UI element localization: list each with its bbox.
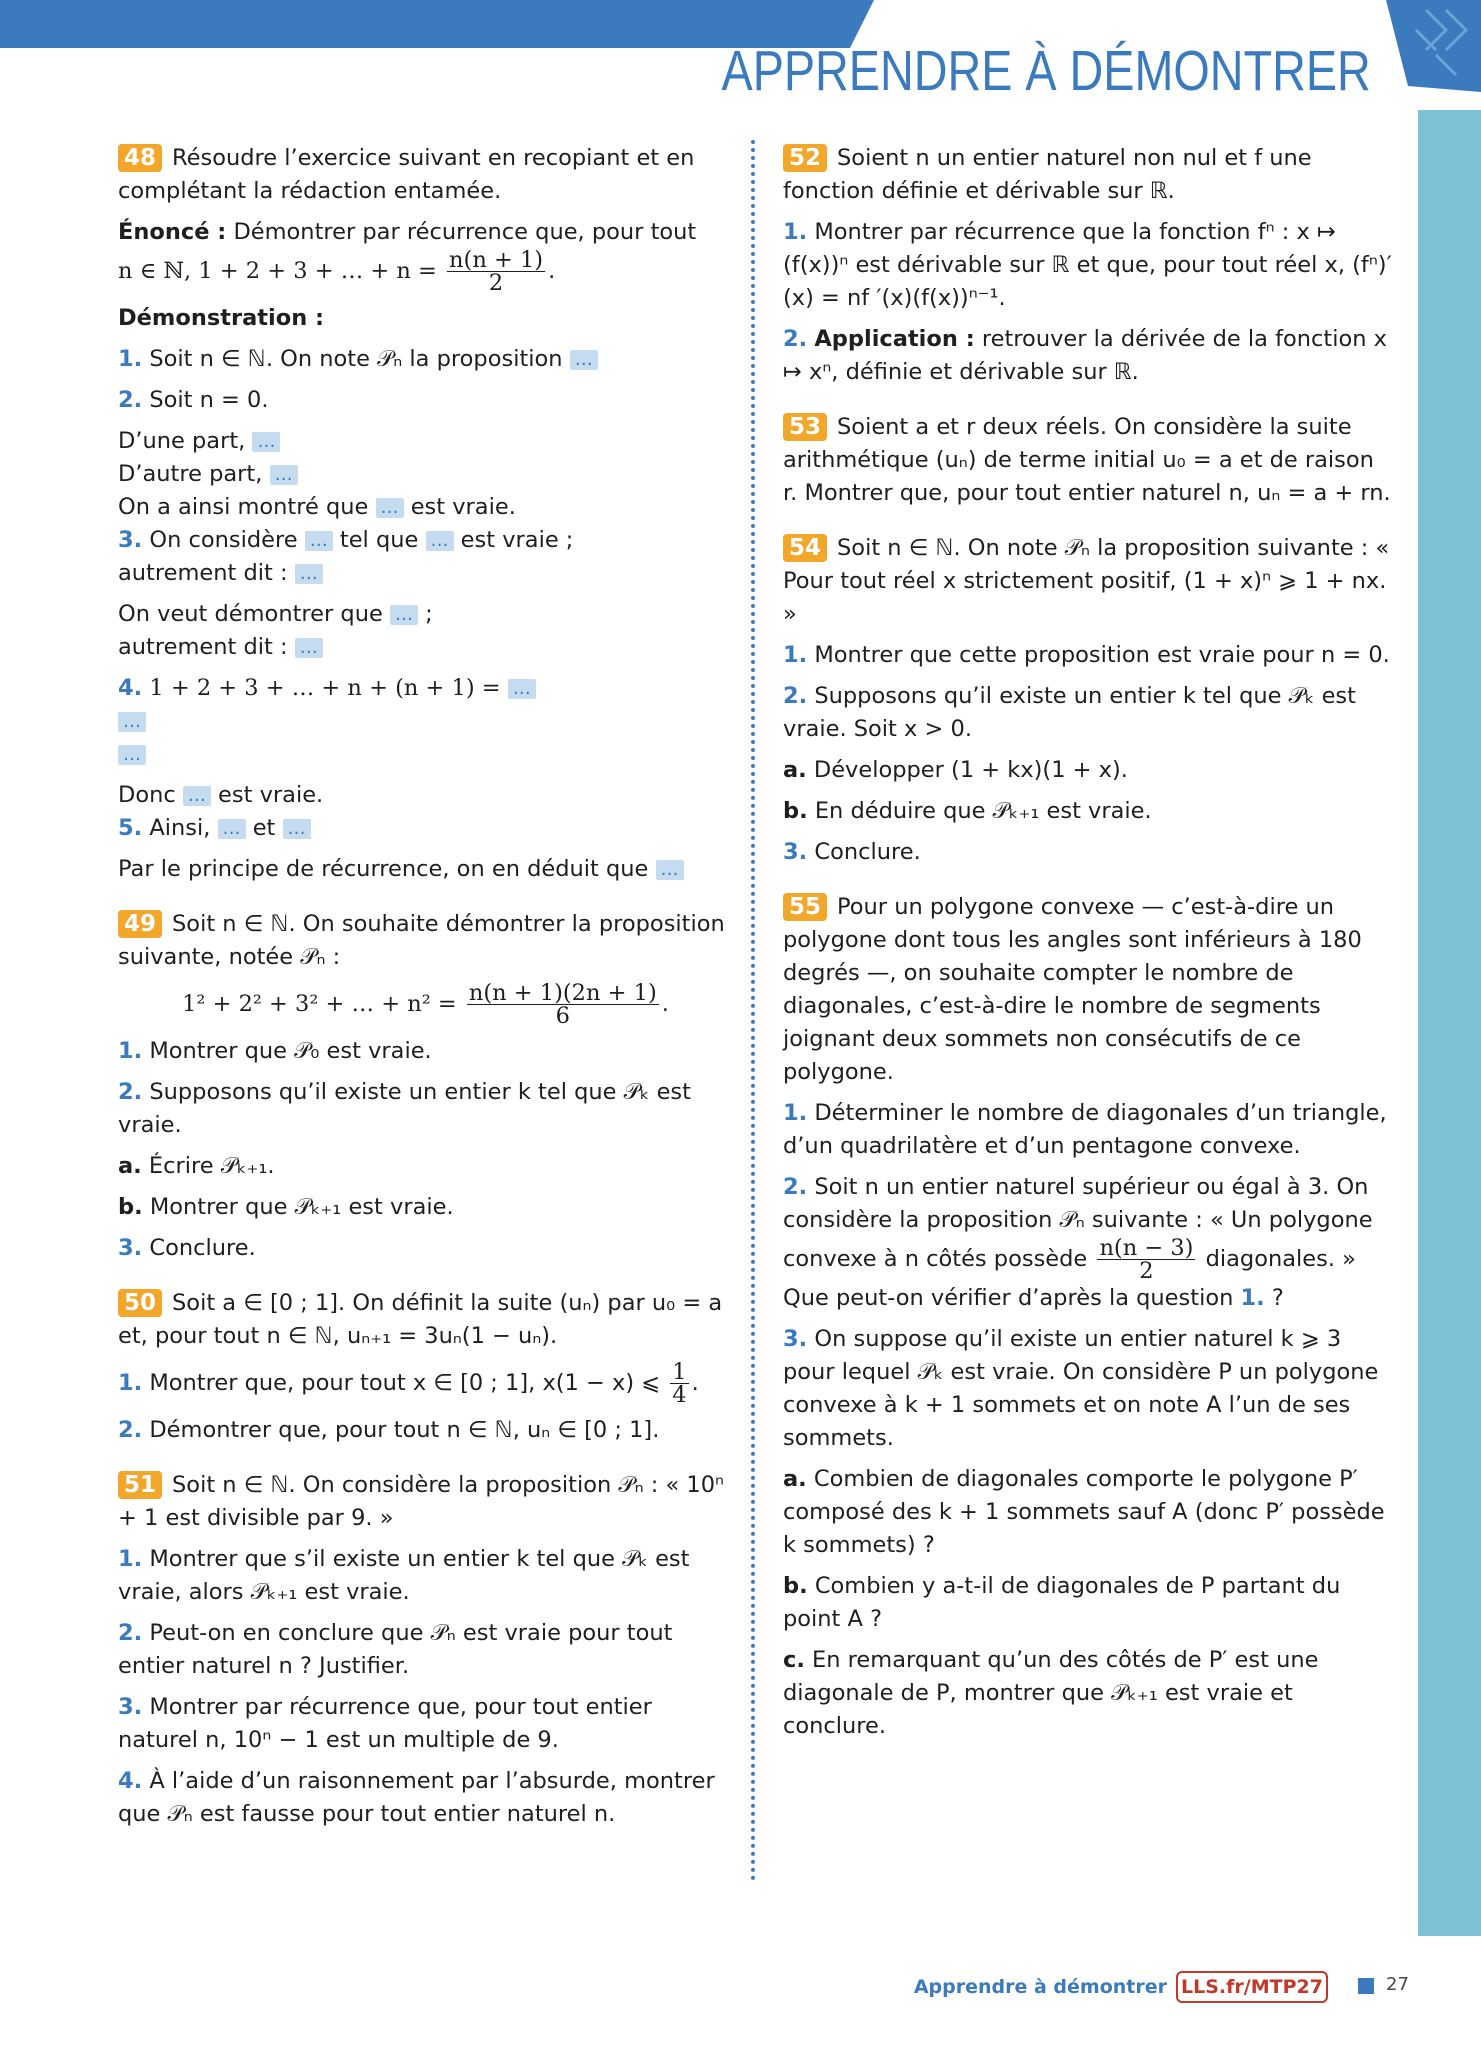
application-label: Application : [814, 326, 975, 352]
text: On a ainsi montré que [118, 494, 369, 520]
text: et [252, 815, 276, 841]
question-text: retrouver la dérivée de la fonction x ↦ xⁿ, définie et dérivable sur ℝ. [783, 326, 1387, 385]
question-number: 2. [783, 683, 808, 709]
question-number: 2. [118, 1620, 143, 1646]
exercise-intro: Soit a ∈ [0 ; 1]. On définit la suite (uₙ) par u₀ = a et, pour tout n ∈ ℕ, uₙ₊₁ = 3uₙ(1 − uₙ). [118, 1290, 723, 1349]
blank-field[interactable]: … [283, 819, 311, 839]
question-number: 1. [118, 1038, 143, 1064]
exercise-intro: Soit n ∈ ℕ. On considère la proposition 𝒫ₙ : « 10ⁿ + 1 est divisible par 9. » [118, 1472, 724, 1531]
question-text: Montrer par récurrence que la fonction fⁿ : x ↦ (f(x))ⁿ est dérivable sur ℝ et que, pour tout réel x, (fⁿ)′(x) = nf ′(x)(f(x))ⁿ⁻¹. [783, 219, 1392, 311]
question-text: Montrer que 𝒫₀ est vraie. [149, 1038, 432, 1064]
question-number: 2. [118, 1417, 143, 1443]
question-text: Montrer que cette proposition est vraie pour n = 0. [814, 642, 1390, 668]
question-number: 3. [783, 1326, 808, 1352]
exercise-number: 54 [783, 534, 827, 562]
footer-title: Apprendre à démontrer [913, 1976, 1167, 1998]
blank-field[interactable]: … [305, 531, 333, 551]
question-letter: a. [783, 1466, 807, 1492]
question-formula: 1 + 2 + 3 + … + n + (n + 1) = [149, 675, 501, 701]
side-band [1418, 110, 1481, 1936]
question-text: Que peut-on vérifier d’après la question [783, 1285, 1234, 1311]
question-text: ? [1271, 1285, 1284, 1311]
blank-field[interactable]: … [390, 605, 418, 625]
exercise-52 [783, 142, 1393, 389]
left-column [118, 142, 733, 1853]
fraction-denominator: 4 [672, 1382, 687, 1408]
enonce-fraction [447, 249, 545, 294]
question-text: Montrer que, pour tout x ∈ [0 ; 1], x(1 − x) ⩽ [149, 1370, 661, 1396]
blank-field[interactable]: … [295, 564, 323, 584]
question-text: Montrer que 𝒫ₖ₊₁ est vraie. [149, 1194, 454, 1220]
exercise-number: 49 [118, 910, 162, 938]
question-text: Peut-on en conclure que 𝒫ₙ est vraie pour tout entier naturel n ? Justifier. [118, 1620, 673, 1679]
fraction-denominator: 6 [555, 1003, 570, 1029]
text: autrement dit : [118, 634, 288, 660]
formula: 1² + 2² + 3² + … + n² = [182, 991, 457, 1017]
blank-field[interactable]: … [218, 819, 246, 839]
question-number: 1. [783, 642, 808, 668]
demo-label: Démonstration : [118, 305, 325, 331]
question-number: 2. [783, 326, 808, 352]
exercise-51 [118, 1469, 733, 1831]
question-fraction [1097, 1237, 1195, 1282]
question-text: En déduire que 𝒫ₖ₊₁ est vraie. [814, 798, 1152, 824]
question-text: En remarquant qu’un des côtés de P′ est une diagonale de P, montrer que 𝒫ₖ₊₁ est vraie et conclure. [783, 1647, 1319, 1739]
text: D’une part, [118, 428, 246, 454]
exercise-number: 53 [783, 413, 827, 441]
question-text: Démontrer que, pour tout n ∈ ℕ, uₙ ∈ [0 ; 1]. [149, 1417, 660, 1443]
text: Ainsi, [149, 815, 211, 841]
question-text: Conclure. [814, 839, 921, 865]
question-letter: b. [783, 798, 808, 824]
text: tel que [339, 527, 419, 553]
question-number: 4. [118, 675, 143, 701]
enonce-label: Énoncé : [118, 219, 227, 245]
question-letter: a. [783, 757, 807, 783]
column-divider [751, 140, 755, 1882]
exercise-number: 50 [118, 1289, 162, 1317]
blank-field[interactable]: … [252, 432, 280, 452]
exercise-intro: Résoudre l’exercice suivant en recopiant et en complétant la rédaction entamée. [118, 145, 695, 204]
right-column [783, 142, 1393, 1765]
exercise-49: 49 Soit n ∈ ℕ. On souhaite démontrer la proposition suivante, notée 𝒫ₙ : 1² + 2² + 3² + … + n² = $\frac{n(n + 1)(2n + 1)}{6}$ . 1. Montrer que 𝒫₀ est vraie. 2. Supposons qu’il existe un entier k tel que 𝒫ₖ est vraie. a. Écrire 𝒫ₖ₊₁. b. Montrer que 𝒫ₖ₊₁ est vraie. 3. Conclure. [118, 911, 725, 1261]
question-number: 2. [118, 387, 143, 413]
blank-field[interactable]: … [426, 531, 454, 551]
question-number: 3. [783, 839, 808, 865]
blank-field[interactable]: … [656, 860, 684, 880]
blank-field[interactable]: … [118, 745, 146, 765]
exercise-number: 55 [783, 893, 827, 921]
question-text: Écrire 𝒫ₖ₊₁. [148, 1153, 275, 1179]
question-number: 1. [118, 346, 143, 372]
question-letter: a. [118, 1153, 142, 1179]
blank-field[interactable]: … [270, 465, 298, 485]
question-text: Conclure. [149, 1235, 256, 1261]
formula-fraction [467, 982, 659, 1027]
page-title: APPRENDRE À DÉMONTRER [721, 39, 1371, 103]
fraction-denominator: 2 [1139, 1258, 1154, 1284]
question-number: 1. [118, 1546, 143, 1572]
question-number: 3. [118, 527, 143, 553]
exercise-54 [783, 532, 1393, 869]
footer-link[interactable]: LLS.fr/MTP27 [1176, 1971, 1328, 2003]
question-text: Montrer par récurrence que, pour tout entier naturel n, 10ⁿ − 1 est un multiple de 9. [118, 1694, 652, 1753]
corner-pattern-icon [1386, 0, 1481, 92]
question-fraction [670, 1361, 688, 1406]
question-text: Soit n = 0. [149, 387, 269, 413]
question-number: 3. [118, 1235, 143, 1261]
blank-field[interactable]: … [508, 679, 536, 699]
exercise-intro: Pour un polygone convexe — c’est-à-dire un polygone dont tous les angles sont inférieurs à 180 degrés —, on souhaite compter le nombre de diagonales, c’est-à-dire le nombre de segments joignant deux sommets non consécutifs de ce polygone. [783, 894, 1362, 1085]
exercise-48: 48 Résoudre l’exercice suivant en recopiant et en complétant la rédaction entamée. Énoncé : Démontrer par récurrence que, pour tout n ∈ ℕ, 1 + 2 + 3 + … + n = $\frac{n(n + 1)}{2}$ . Démonstration : 1. Soit n ∈ ℕ. On note 𝒫ₙ la proposition … 2. Soit n = 0. D’une part, … D’autre part, … On a ainsi montré que … est vraie. 3. On considère … tel que … est vraie ; autrement dit : … On veut démontrer que … ; autrement dit : … 4. 1 + 2 + 3 + … + n + (n + 1) = … … … Donc … est vraie. 5. Ainsi, … et … Par le principe de récurrence, on en déduit que … [118, 142, 733, 886]
question-number: 1. [783, 1100, 808, 1126]
footer [0, 1970, 1481, 2010]
exercise-number: 51 [118, 1471, 162, 1499]
question-text: Combien de diagonales comporte le polygone P′ composé des k + 1 sommets sauf A (donc P′ possède k sommets) ? [783, 1466, 1385, 1558]
question-number: 3. [118, 1694, 143, 1720]
question-number: 1. [118, 1370, 143, 1396]
question-letter: b. [118, 1194, 143, 1220]
blank-field[interactable]: … [118, 712, 146, 732]
blank-field[interactable]: … [376, 498, 404, 518]
exercise-number: 48 [118, 144, 162, 172]
question-text: Supposons qu’il existe un entier k tel que 𝒫ₖ est vraie. [118, 1079, 691, 1138]
text: autrement dit : [118, 560, 288, 586]
text: Donc [118, 782, 176, 808]
question-number: 5. [118, 815, 143, 841]
text: est vraie ; [460, 527, 574, 553]
fraction-numerator: 1 [672, 1359, 687, 1385]
text: On veut démontrer que [118, 601, 383, 627]
fraction-denominator: 2 [488, 270, 504, 296]
exercise-number: 52 [783, 144, 827, 172]
text: Par le principe de récurrence, on en déduit que [118, 856, 649, 882]
text: On considère [149, 527, 298, 553]
enonce-formula: n ∈ ℕ, 1 + 2 + 3 + … + n = [118, 258, 437, 284]
question-text: On suppose qu’il existe un entier naturel k ⩾ 3 pour lequel 𝒫ₖ est vraie. On considère P un polygone convexe à k + 1 sommets et on note A l’un de ses sommets. [783, 1326, 1379, 1451]
exercise-50: 50 Soit a ∈ [0 ; 1]. On définit la suite (uₙ) par u₀ = a et, pour tout n ∈ ℕ, uₙ₊₁ = 3uₙ(1 − uₙ). 1. Montrer que, pour tout x ∈ [0 ; 1], x(1 − x) ⩽ $\frac{1}{4}$ . 2. Démontrer que, pour tout n ∈ ℕ, uₙ ∈ [0 ; 1]. [118, 1290, 723, 1443]
exercise-53 [783, 411, 1393, 510]
question-number: 2. [783, 1174, 808, 1200]
fraction-numerator: n(n + 1)(2n + 1) [468, 980, 657, 1006]
question-text: À l’aide d’un raisonnement par l’absurde, montrer que 𝒫ₙ est fausse pour tout entier naturel n. [118, 1768, 715, 1827]
text: est vraie. [218, 782, 324, 808]
exercise-intro: Soit n ∈ ℕ. On souhaite démontrer la proposition suivante, notée 𝒫ₙ : [118, 911, 725, 970]
page-number: 27 [1386, 1974, 1409, 1995]
question-text: Supposons qu’il existe un entier k tel que 𝒫ₖ est vraie. Soit x > 0. [783, 683, 1356, 742]
blank-field[interactable]: … [570, 350, 598, 370]
question-text: Montrer que s’il existe un entier k tel que 𝒫ₖ est vraie, alors 𝒫ₖ₊₁ est vraie. [118, 1546, 690, 1605]
text: D’autre part, [118, 461, 263, 487]
question-text: Combien y a-t-il de diagonales de P partant du point A ? [783, 1573, 1341, 1632]
question-number: 2. [118, 1079, 143, 1105]
question-letter: c. [783, 1647, 805, 1673]
question-number: 4. [118, 1768, 143, 1794]
fraction-numerator: n(n + 1) [449, 247, 544, 273]
blank-field[interactable]: … [295, 638, 323, 658]
question-text: Soit n un entier naturel supérieur ou égal à 3. On considère la proposition 𝒫ₙ suivante : « Un polygone convexe à n côtés possède [783, 1174, 1373, 1272]
square-icon [1358, 1978, 1374, 1994]
question-text: Soit n ∈ ℕ. On note 𝒫ₙ la proposition [149, 346, 563, 372]
question-text: Déterminer le nombre de diagonales d’un triangle, d’un quadrilatère et d’un pentagone convexe. [783, 1100, 1387, 1159]
enonce-text: Démontrer par récurrence que, pour tout [233, 219, 697, 245]
exercise-55 [783, 891, 1393, 1743]
blank-field[interactable]: … [183, 786, 211, 806]
exercise-intro: Soit n ∈ ℕ. On note 𝒫ₙ la proposition suivante : « Pour tout réel x strictement positif, (1 + x)ⁿ ⩾ 1 + nx. » [783, 535, 1390, 627]
question-text: Développer (1 + kx)(1 + x). [813, 757, 1128, 783]
question-text: diagonales. » [1205, 1246, 1356, 1272]
question-number: 1. [783, 219, 808, 245]
text: est vraie. [410, 494, 516, 520]
question-reference: 1. [1240, 1285, 1265, 1311]
exercise-intro: Soient a et r deux réels. On considère la suite arithmétique (uₙ) de terme initial u₀ = a et de raison r. Montrer que, pour tout entier naturel n, uₙ = a + rn. [783, 414, 1391, 506]
question-letter: b. [783, 1573, 808, 1599]
exercise-intro: Soient n un entier naturel non nul et f une fonction définie et dérivable sur ℝ. [783, 145, 1312, 204]
fraction-numerator: n(n − 3) [1099, 1235, 1194, 1261]
